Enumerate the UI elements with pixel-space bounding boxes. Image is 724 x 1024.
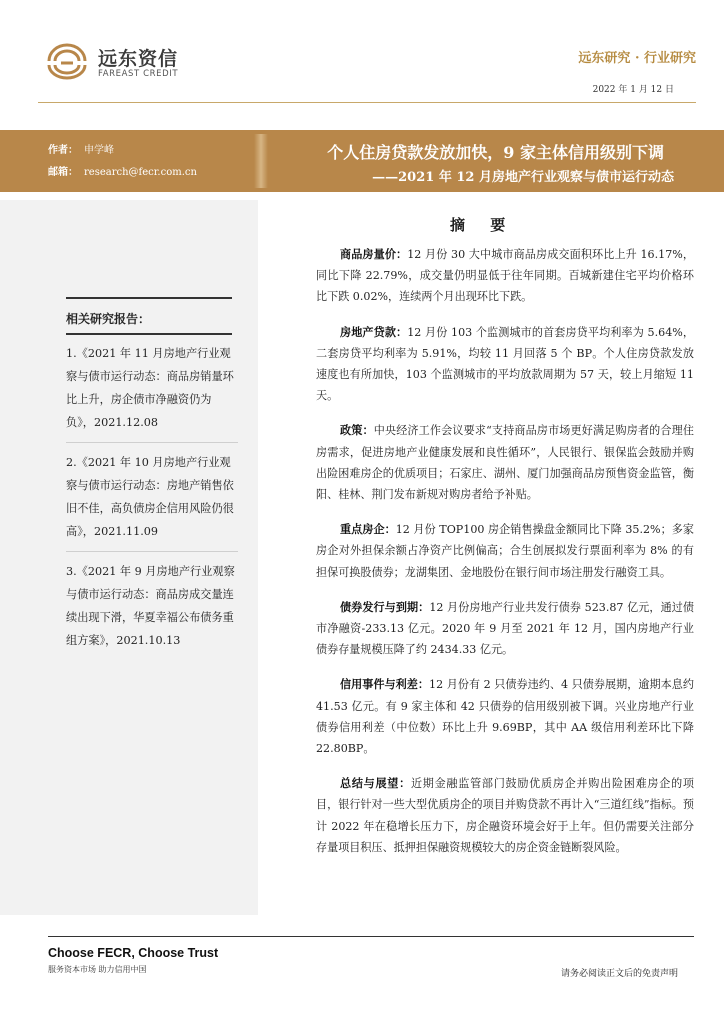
abstract-body bbox=[316, 244, 694, 872]
report-title: 个人住房贷款发放加快，9 家主体信用级别下调 bbox=[327, 143, 664, 162]
section-heading: 信用事件与利差： bbox=[340, 678, 430, 692]
section-heading: 商品房量价： bbox=[340, 248, 408, 261]
company-logo bbox=[46, 40, 236, 82]
report-series: 远东研究 · 行业研究 bbox=[578, 51, 696, 66]
author-name: 申学峰 bbox=[84, 145, 114, 156]
abstract-section bbox=[316, 597, 694, 661]
abstract-section bbox=[316, 773, 694, 858]
abstract-section bbox=[316, 244, 694, 308]
section-text: 中央经济工作会议要求“支持商品房市场更好满足购房者的合理住房需求，促进房地产业健康发展和良性循环”，人民银行、银保监会鼓励并购出险困难房企的优质项目；石家庄、湖州、厦门加强商品房预售资金监管，衡阳、桂林、荆门发布新规对购房者给予补贴。 bbox=[316, 424, 694, 502]
related-report-item[interactable]: 2.《2021 年 10 月房地产行业观察与债市运行动态：房地产销售依旧不佳，高负债房企信用风险仍很高》，2021.11.09 bbox=[66, 449, 238, 552]
related-reports-heading: 相关研究报告： bbox=[66, 312, 151, 326]
abstract-section bbox=[316, 420, 694, 505]
section-text: 12 月份 103 个监测城市的首套房贷平均利率为 5.64%，二套房贷平均利率为 5.91%，均较 11 月回落 5 个 BP。个人住房贷款发放速度也有所加快，103 个监测城市的平均放款周期为 57 天，较上月缩短 11 天。 bbox=[316, 325, 694, 403]
author-label: 作者： bbox=[48, 145, 78, 156]
logo-text-en: FAREAST CREDIT bbox=[98, 69, 179, 79]
sidebar-top-rule bbox=[66, 297, 232, 299]
section-heading: 债券发行与到期： bbox=[340, 600, 430, 614]
section-heading: 政策： bbox=[340, 424, 374, 438]
email-label: 邮箱： bbox=[48, 167, 78, 178]
related-reports-list bbox=[66, 340, 238, 666]
report-date: 2022 年 1 月 12 日 bbox=[592, 85, 674, 95]
header-divider bbox=[38, 102, 696, 103]
disclaimer-note: 请务必阅读正文后的免责声明 bbox=[560, 969, 678, 979]
footer-slogan-cn: 服务资本市场 助力信用中国 bbox=[48, 965, 147, 974]
section-text: 12 月份房地产行业共发行债券 523.87 亿元，通过债市净融资-233.13 亿元。2020 年 9 月至 2021 年 12 月，国内房地产行业债券存量规模压降了约 2434.33 亿元。 bbox=[316, 600, 694, 657]
report-subtitle: ——2021 年 12 月房地产行业观察与债市运行动态 bbox=[372, 170, 674, 185]
banner-divider bbox=[254, 134, 268, 188]
section-text: 12 月份 30 大中城市商品房成交面积环比上升 16.17%，同比下降 22.79%，成交量仍明显低于往年同期。百城新建住宅平均价格环比下跌 0.02%，连续两个月出现环比下跌。 bbox=[316, 248, 694, 304]
logo-mark-icon bbox=[46, 42, 88, 80]
section-heading: 总结与展望： bbox=[340, 777, 411, 791]
section-text: 12 月份 TOP100 房企销售操盘金额同比下降 35.2%；多家房企对外担保余额占净资产比例偏高；合生创展拟发行票面利率为 8% 的有担保可换股债券；龙湖集团、金地股份在银行间市场注册发行融资工具。 bbox=[316, 523, 694, 579]
sidebar-heading-rule bbox=[66, 333, 232, 335]
footer-slogan-en: Choose FECR, Choose Trust bbox=[48, 946, 219, 960]
logo-text-cn: 远东资信 bbox=[98, 48, 179, 70]
author-line bbox=[48, 141, 114, 156]
abstract-section bbox=[316, 519, 694, 583]
section-heading: 房地产贷款： bbox=[340, 325, 408, 339]
related-report-item[interactable]: 1.《2021 年 11 月房地产行业观察与债市运行动态：商品房销量环比上升，房企债市净融资仍为负》，2021.12.08 bbox=[66, 340, 238, 443]
section-heading: 重点房企： bbox=[340, 523, 396, 537]
email-address[interactable]: research@fecr.com.cn bbox=[84, 167, 197, 178]
footer-divider bbox=[48, 936, 694, 937]
section-text: 12 月份有 2 只债券违约、4 只债券展期，逾期本息约 41.53 亿元。有 9 家主体和 42 只债券的信用级别被下调。兴业房地产行业债券信用利差（中位数）环比上升 9.69BP，其中 AA 级信用利差环比下降 22.80BP。 bbox=[316, 678, 694, 756]
section-text: 近期金融监管部门鼓励优质房企并购出险困难房企的项目，银行针对一些大型优质房企的项目并购贷款不再计入“三道红线”指标。预计 2022 年在稳增长压力下，房企融资环境会好于上年。但仍需要关注部分存量项目积压、抵押担保融资规模较大的房企资金链断裂风险。 bbox=[316, 777, 694, 854]
abstract-section bbox=[316, 674, 694, 759]
abstract-section bbox=[316, 322, 694, 407]
related-report-item[interactable]: 3.《2021 年 9 月房地产行业观察与债市运行动态：商品房成交量连续出现下滑，华夏幸福公布债务重组方案》，2021.10.13 bbox=[66, 565, 235, 647]
email-line bbox=[48, 163, 197, 178]
abstract-title: 摘 要 bbox=[450, 216, 516, 234]
